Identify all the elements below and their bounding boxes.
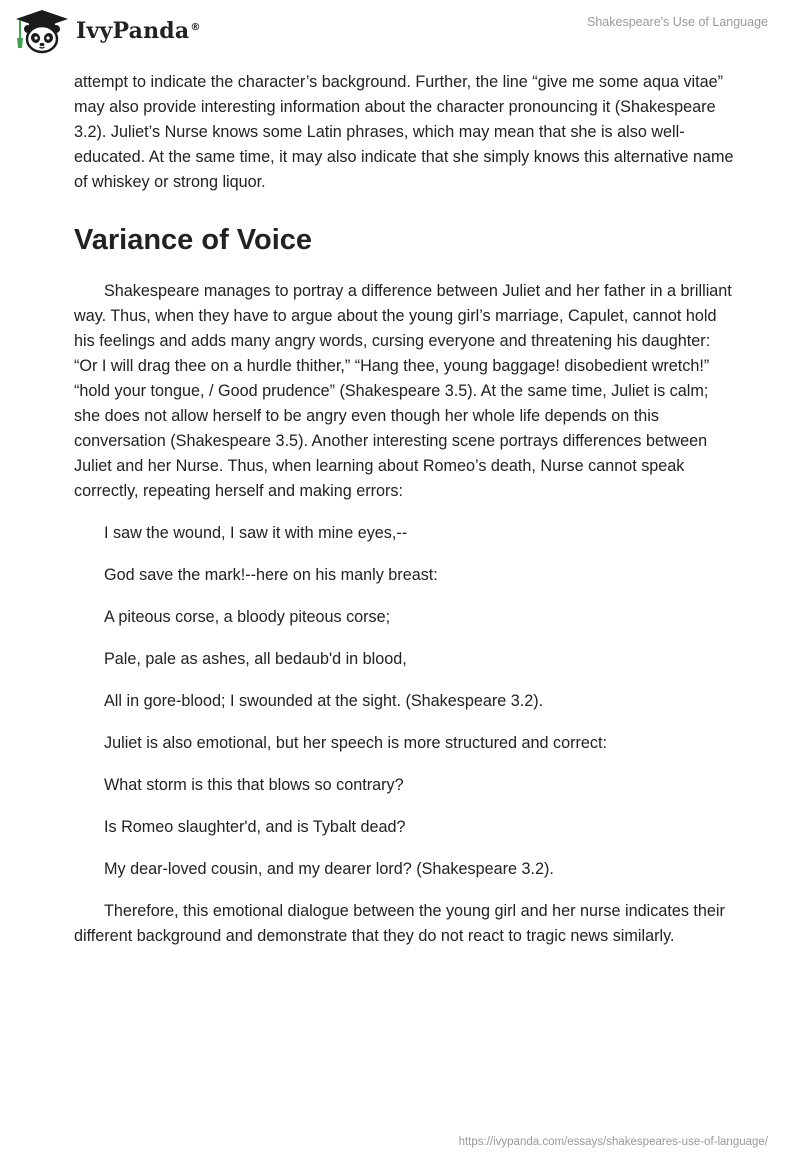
quote-line: My dear-loved cousin, and my dearer lord? (Shakespeare 3.2). bbox=[104, 860, 554, 878]
quote-line: I saw the wound, I saw it with mine eyes,-- bbox=[104, 524, 408, 542]
quote-line: A piteous corse, a bloody piteous corse; bbox=[104, 608, 391, 626]
quote-line: Pale, pale as ashes, all bedaub'd in blood, bbox=[104, 650, 407, 668]
quote-line: God save the mark!--here on his manly breast: bbox=[104, 566, 438, 584]
essay-content bbox=[74, 70, 734, 949]
section-heading: Variance of Voice bbox=[74, 224, 313, 256]
logo-wordmark bbox=[76, 18, 201, 44]
juliet-intro-line: Juliet is also emotional, but her speech is more structured and correct: bbox=[104, 734, 607, 752]
intro-paragraph: attempt to indicate the character’s background. Further, the line “give me some aqua vitae” may also provide interesting information about the character pronouncing it (Shakespeare 3.2). Juliet’s Nurse knows some Latin phrases, which may mean that she is also well-educated. At the same time, it may also indicate that she simply knows this alternative name of whiskey or strong liquor. bbox=[74, 73, 734, 191]
quote-line: All in gore-blood; I swounded at the sight. (Shakespeare 3.2). bbox=[104, 692, 544, 710]
logo-text: IvyPanda bbox=[76, 18, 190, 44]
running-title: Shakespeare's Use of Language bbox=[587, 15, 768, 29]
footer-source-link[interactable]: https://ivypanda.com/essays/shakespeares-use-of-language/ bbox=[458, 1136, 768, 1148]
registered-mark: ® bbox=[190, 21, 201, 33]
quote-line: Is Romeo slaughter'd, and is Tybalt dead? bbox=[104, 818, 406, 836]
page-header bbox=[0, 0, 800, 68]
panda-graduate-icon bbox=[14, 8, 70, 54]
conclusion-paragraph: Therefore, this emotional dialogue between the young girl and her nurse indicates their different background and demonstrate that they do not react to tragic news similarly. bbox=[74, 902, 725, 945]
quote-line: What storm is this that blows so contrary? bbox=[104, 776, 404, 794]
body-paragraph: Shakespeare manages to portray a difference between Juliet and her father in a brilliant way. Thus, when they have to argue about the young girl’s marriage, Capulet, cannot hold his feelings and adds many angry words, cursing everyone and threatening his daughter: “Or I will drag thee on a hurdle thither,” “Hang thee, young baggage! disobedient wretch!” “hold your tongue, / Good prudence” (Shakespeare 3.5). At the same time, Juliet is calm; she does not allow herself to be angry even though her whole life depends on this conversation (Shakespeare 3.5). Another interesting scene portrays differences between Juliet and her Nurse. Thus, when learning about Romeo’s death, Nurse cannot speak correctly, repeating herself and making errors: bbox=[74, 282, 732, 500]
ivypanda-logo[interactable] bbox=[14, 8, 201, 54]
